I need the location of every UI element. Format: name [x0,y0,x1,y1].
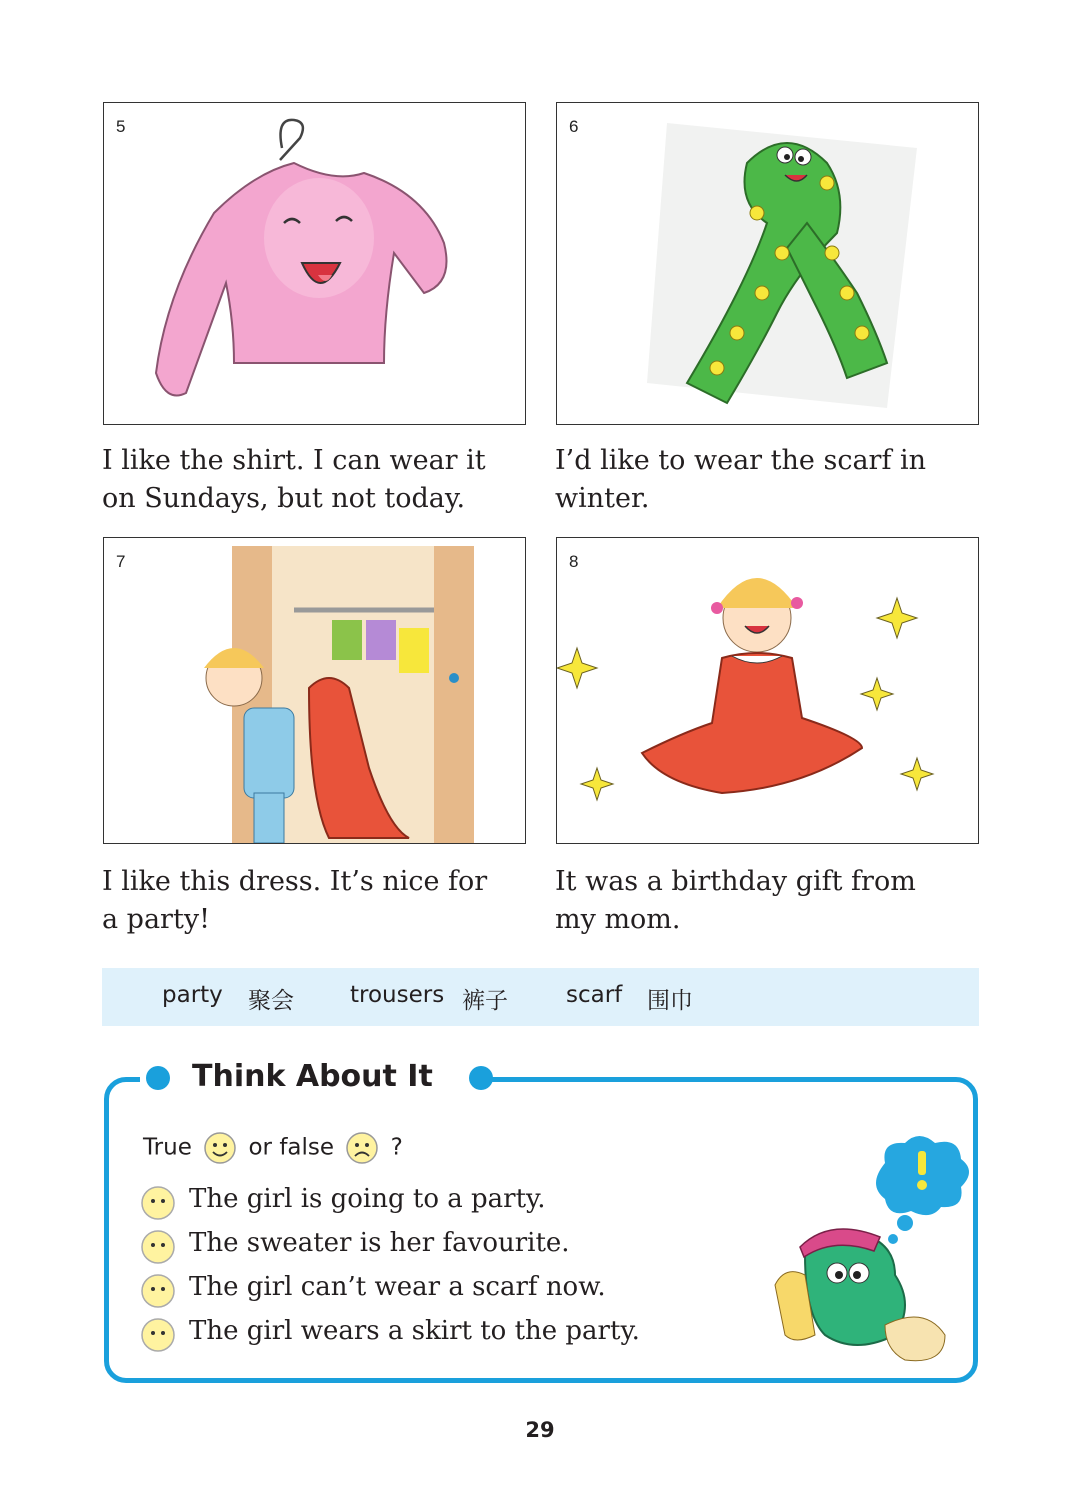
vocab-zh-trousers: 裤子 [462,988,508,1014]
answer-face-3[interactable] [140,1273,176,1309]
vocab-en-party: party [162,982,223,1008]
statement-2: The sweater is her favourite. [189,1228,570,1258]
page-number: 29 [525,1418,555,1442]
caption-panel-5: I like the shirt. I can wear it on Sundays, but not today. [102,445,486,514]
title-bullet-right [469,1066,493,1090]
vocab-zh-scarf: 围巾 [647,988,693,1014]
statement-1: The girl is going to a party. [189,1184,546,1214]
panel-8 [556,537,979,844]
answer-face-2[interactable] [140,1229,176,1265]
prompt-end: ? [390,1134,403,1161]
think-about-it-title: Think About It [192,1059,433,1094]
vocabulary-strip [102,968,979,1026]
girl-at-wardrobe-illustration [104,538,526,844]
vocab-en-trousers: trousers [350,982,445,1008]
smiley-face-icon [203,1131,237,1165]
panel-number: 7 [116,552,126,571]
caption-panel-7: I like this dress. It’s nice for a party! [102,866,488,935]
panel-number: 5 [116,117,126,136]
caption-panel-6: I’d like to wear the scarf in winter. [555,445,927,514]
girl-twirling-illustration [557,538,979,844]
true-false-prompt [143,1131,403,1165]
green-scarf-illustration [557,103,979,425]
sad-face-icon [345,1131,379,1165]
dinosaur-mascot-illustration [765,1135,975,1365]
vocab-en-scarf: scarf [566,982,623,1008]
statement-3: The girl can’t wear a scarf now. [189,1272,606,1302]
prompt-or-false: or false [248,1134,335,1161]
panel-number: 6 [569,117,579,136]
panel-7 [103,537,526,844]
answer-face-1[interactable] [140,1185,176,1221]
panel-number: 8 [569,552,579,571]
caption-panel-8: It was a birthday gift from my mom. [555,866,916,935]
prompt-true: True [143,1134,192,1161]
title-bullet-left [146,1066,170,1090]
pink-shirt-illustration [104,103,526,425]
panel-5 [103,102,526,425]
answer-face-4[interactable] [140,1317,176,1353]
statement-4: The girl wears a skirt to the party. [189,1316,640,1346]
vocab-zh-party: 聚会 [248,988,294,1014]
panel-6 [556,102,979,425]
